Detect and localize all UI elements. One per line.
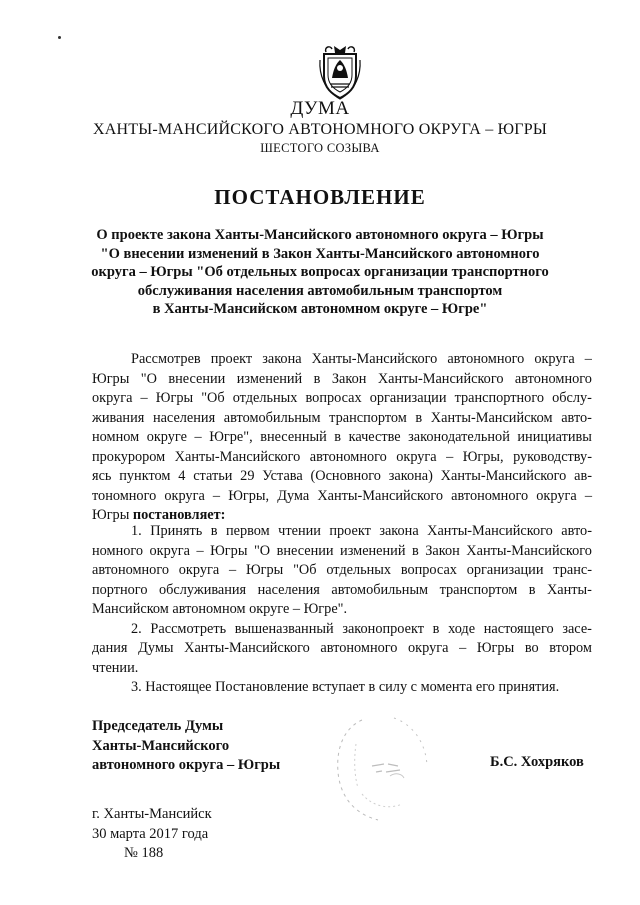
subject-line: округа – Югры "Об отдельных вопросах организации транспортного [91, 264, 549, 280]
text-line [92, 409, 592, 429]
position-line: Председатель Думы [92, 718, 224, 734]
word: округе [146, 429, 187, 445]
text-line [92, 389, 592, 409]
position-line: автономного округа – Югры [92, 757, 281, 773]
word: ходе [448, 620, 476, 637]
word: в [313, 370, 321, 387]
word: транс- [553, 562, 592, 578]
text-line [92, 522, 592, 542]
word: "О [140, 370, 157, 387]
word: дания [92, 640, 128, 656]
word: округа [178, 562, 220, 578]
word: Ханты-Мансийского [377, 370, 504, 387]
word: "Об [293, 562, 317, 578]
word: Принять [150, 523, 203, 539]
text-line [92, 678, 592, 698]
word: – [196, 542, 204, 559]
city: г. Ханты-Мансийск [92, 806, 212, 822]
text-line [92, 487, 592, 507]
resolution-items [92, 522, 592, 698]
word: в [432, 620, 440, 637]
word: руководству- [513, 448, 592, 465]
okrug-heading: ХАНТЫ-МАНСИЙСКОГО АВТОНОМНОГО ОКРУГА – ЮГРЫ [93, 121, 547, 138]
scan-dot [58, 36, 61, 39]
word: (Основного [310, 468, 381, 484]
word: настоящего [483, 620, 554, 637]
word: Ханты-Мансийского [174, 448, 301, 465]
word: законодательной [408, 429, 510, 445]
word: автономного [320, 640, 398, 656]
word: изменений [340, 542, 406, 559]
word: внесении [168, 370, 226, 387]
word: Югре", [209, 429, 253, 445]
word: в [210, 523, 218, 539]
subject-line: обслуживания населения автомобильным транспортом [137, 282, 503, 299]
text-line [92, 581, 592, 601]
word: – [459, 640, 467, 656]
word: округа [536, 487, 577, 504]
word: автономного [514, 370, 592, 387]
word: Рассмотрев [131, 351, 201, 367]
word: – [194, 429, 202, 445]
word: ясь [92, 468, 112, 484]
word: Югры, [462, 448, 504, 465]
word: транспортом [329, 409, 407, 426]
word: организации [466, 562, 544, 578]
word: живания [92, 409, 145, 426]
word: обслу- [552, 390, 592, 406]
word: в [412, 542, 419, 559]
word: 2. [131, 620, 142, 637]
word: портного [92, 581, 148, 598]
word: Закон [425, 542, 460, 559]
line-text: чтении. [92, 659, 139, 676]
word: в [334, 429, 342, 445]
document-number: № 188 [124, 845, 164, 861]
word: Дума [277, 487, 310, 504]
word: округа [396, 448, 437, 465]
text-line [92, 659, 592, 679]
word: засе- [562, 620, 592, 637]
line-text: Мансийском автономном округе – Югре". [92, 601, 348, 617]
word: транспортом [439, 581, 518, 598]
word: чтении [278, 523, 321, 539]
word: 1. [131, 523, 142, 539]
duma-heading: ДУМА [290, 98, 350, 119]
text-line [92, 467, 592, 487]
text-line [92, 448, 592, 468]
word: инициативы [517, 429, 592, 445]
signatory-position [92, 717, 280, 776]
word: отдельных [232, 390, 298, 406]
sozyv-heading: ШЕСТОГО СОЗЫВА [260, 141, 380, 155]
seal-stamp [332, 714, 432, 826]
word: первом [225, 523, 270, 539]
text-line [92, 639, 592, 659]
word: закона [379, 523, 419, 539]
date: 30 марта 2017 года [92, 825, 209, 842]
word: Югры [210, 542, 248, 559]
word: автономного [92, 562, 169, 578]
word: "Об [201, 390, 225, 406]
word: населения [257, 581, 320, 598]
subject-line: "О внесении изменений в Закон Ханты-Мансийского автономного [100, 245, 540, 262]
word: Закон [331, 370, 367, 387]
word: организации [369, 390, 447, 406]
word: 4 [178, 468, 186, 484]
word: Югры [476, 640, 515, 656]
word: округа [408, 640, 449, 656]
signatory-name: Б.С. Хохряков [490, 754, 584, 770]
word: 29 [240, 468, 255, 484]
text-line [92, 620, 592, 640]
preamble-last-text: Югры [92, 507, 130, 523]
word: изменений [236, 370, 303, 387]
word: качестве [348, 429, 401, 445]
text-line [92, 600, 592, 620]
word: Думы [138, 640, 174, 656]
text-line [92, 561, 592, 581]
word: Ханты-Мансийского [466, 542, 592, 559]
word: вопросах [400, 562, 457, 578]
text-line [92, 542, 592, 562]
word: в [528, 581, 536, 598]
subject-line: О проекте закона Ханты-Мансийского автономного округа – Югры [96, 227, 544, 243]
text-line [92, 350, 592, 370]
line-text: 3. Настоящее Постановление вступает в силу с момента его принятия. [131, 679, 560, 695]
word: проект [210, 351, 253, 367]
word: "О [253, 542, 271, 559]
word: – [584, 487, 592, 504]
word: статьи [193, 468, 233, 484]
word: прокурором [92, 448, 166, 465]
word: закона) [388, 468, 433, 484]
word: округа [149, 542, 190, 559]
text-line [92, 428, 592, 448]
word: Ханты-Мансийского [440, 468, 567, 484]
word: тономного [92, 487, 157, 504]
word: – [140, 390, 148, 406]
word: вышеназванный [234, 620, 334, 637]
word: Ханты-Мансийском [430, 409, 553, 426]
subject-line: в Ханты-Мансийском автономном округе – Югре" [152, 301, 488, 317]
word: вопросах [305, 390, 362, 406]
word: автомобильным [223, 409, 321, 426]
word: автономного [447, 351, 525, 367]
word: Ханты-Мансийского [311, 351, 438, 367]
word: округа [534, 351, 575, 367]
word: Югры, [228, 487, 270, 504]
word: обслуживания [158, 581, 247, 598]
position-line: Ханты-Мансийского [92, 737, 230, 754]
word: Югры [155, 390, 194, 406]
word: – [229, 562, 237, 578]
preamble-paragraph [92, 350, 592, 526]
word: населения [152, 409, 216, 426]
document-title: ПОСТАНОВЛЕНИЕ [214, 185, 426, 209]
word: проект [329, 523, 371, 539]
word: Ханты-Мансийского [184, 640, 310, 656]
word: втором [549, 640, 592, 656]
document-subject [0, 226, 640, 319]
word: внесенный [260, 429, 327, 445]
word: – [212, 487, 221, 504]
word: Рассмотреть [150, 620, 227, 637]
word: отдельных [326, 562, 392, 578]
word: Югры [92, 370, 130, 387]
resolves-word: постановляет: [132, 507, 226, 523]
word: – [446, 448, 454, 465]
word: Устава [262, 468, 303, 484]
word: Ханты- [546, 581, 592, 598]
word: номного [92, 542, 144, 559]
word: авто- [561, 523, 592, 539]
word: ав- [574, 468, 592, 484]
word: транспортного [454, 390, 544, 406]
word: пунктом [119, 468, 171, 484]
word: округа [92, 390, 133, 406]
word: номном [92, 429, 140, 445]
text-line [92, 370, 592, 390]
word: автономного [309, 448, 387, 465]
word: законопроект [342, 620, 424, 637]
word: внесении [276, 542, 334, 559]
word: автомобильным [331, 581, 429, 598]
word: Югры [245, 562, 284, 578]
word: в [415, 409, 423, 426]
document-footer [92, 805, 212, 864]
word: автономного [451, 487, 529, 504]
word: закона [262, 351, 302, 367]
word: – [584, 351, 592, 367]
word: округа [164, 487, 205, 504]
word: во [524, 640, 539, 656]
word: Ханты-Мансийского [317, 487, 444, 504]
word: авто- [561, 409, 592, 426]
coat-of-arms-icon [318, 44, 362, 100]
word: Ханты-Мансийского [427, 523, 553, 539]
